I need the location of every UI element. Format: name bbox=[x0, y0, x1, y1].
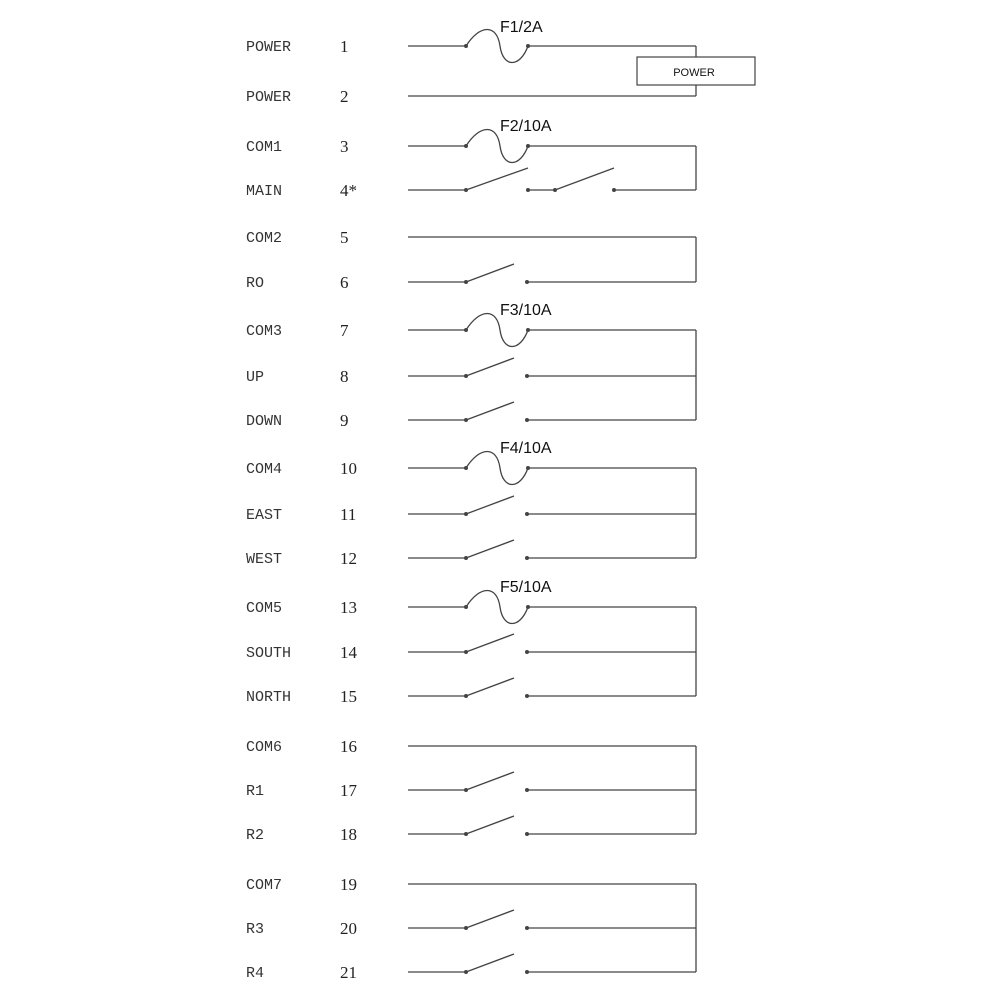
terminal-label: R2 bbox=[246, 827, 265, 844]
terminal-label: COM2 bbox=[246, 230, 283, 247]
terminal-label: MAIN bbox=[246, 183, 283, 200]
terminal-label: COM3 bbox=[246, 323, 283, 340]
terminal-label: POWER bbox=[246, 39, 292, 56]
terminal-number: 1 bbox=[340, 37, 349, 56]
terminal-label: COM5 bbox=[246, 600, 283, 617]
power-supply-box bbox=[637, 57, 755, 85]
terminal-number: 8 bbox=[340, 367, 349, 386]
terminal-label: COM7 bbox=[246, 877, 283, 894]
terminal-number: 20 bbox=[340, 919, 357, 938]
switch-blade bbox=[466, 910, 514, 928]
fuse-label: F4/10A bbox=[500, 440, 552, 457]
switch-blade bbox=[466, 358, 514, 376]
circuit-wiring bbox=[408, 30, 696, 975]
main-switch-blade-2 bbox=[555, 168, 614, 190]
switch-blade bbox=[466, 816, 514, 834]
terminal-label: COM1 bbox=[246, 139, 283, 156]
terminal-label: COM4 bbox=[246, 461, 283, 478]
terminal-number: 4* bbox=[340, 181, 357, 200]
terminal-label: EAST bbox=[246, 507, 283, 524]
main-switch-blade-1 bbox=[466, 168, 528, 190]
terminal-number: 12 bbox=[340, 549, 357, 568]
terminal-number: 6 bbox=[340, 273, 349, 292]
terminal-label: SOUTH bbox=[246, 645, 292, 662]
terminal-label: COM6 bbox=[246, 739, 283, 756]
terminal-number: 11 bbox=[340, 505, 357, 524]
terminal-number: 17 bbox=[340, 781, 357, 800]
terminal-number: 2 bbox=[340, 87, 349, 106]
terminal-label: NORTH bbox=[246, 689, 292, 706]
power-box-label: POWER bbox=[673, 67, 715, 79]
terminal-number: 13 bbox=[340, 598, 357, 617]
terminal-number: 19 bbox=[340, 875, 357, 894]
fuse-label: F2/10A bbox=[500, 118, 552, 135]
terminal-label: R4 bbox=[246, 965, 265, 982]
terminal-number: 10 bbox=[340, 459, 357, 478]
terminal-label: POWER bbox=[246, 89, 292, 106]
fuse-labels bbox=[500, 19, 552, 596]
switch-blade bbox=[466, 496, 514, 514]
switch-blade bbox=[466, 634, 514, 652]
switch-blade bbox=[466, 678, 514, 696]
terminal-label: R1 bbox=[246, 783, 265, 800]
terminal-label: RO bbox=[246, 275, 265, 292]
switch-blade bbox=[466, 540, 514, 558]
fuse-label: F5/10A bbox=[500, 579, 552, 596]
terminal-labels bbox=[246, 37, 358, 982]
terminal-number: 18 bbox=[340, 825, 357, 844]
terminal-label: R3 bbox=[246, 921, 265, 938]
switch-blade bbox=[466, 954, 514, 972]
terminal-label: WEST bbox=[246, 551, 283, 568]
terminal-number: 15 bbox=[340, 687, 357, 706]
switch-blade bbox=[466, 772, 514, 790]
terminal-number: 16 bbox=[340, 737, 357, 756]
switch-blade bbox=[466, 264, 514, 282]
terminal-label: UP bbox=[246, 369, 265, 386]
fuse-label: F3/10A bbox=[500, 302, 552, 319]
terminal-number: 14 bbox=[340, 643, 357, 662]
terminal-label: DOWN bbox=[246, 413, 283, 430]
terminal-number: 7 bbox=[340, 321, 349, 340]
terminal-number: 9 bbox=[340, 411, 349, 430]
terminal-number: 21 bbox=[340, 963, 357, 982]
fuse-label: F1/2A bbox=[500, 19, 543, 36]
terminal-number: 3 bbox=[340, 137, 349, 156]
switch-blade bbox=[466, 402, 514, 420]
terminal-number: 5 bbox=[340, 228, 349, 247]
